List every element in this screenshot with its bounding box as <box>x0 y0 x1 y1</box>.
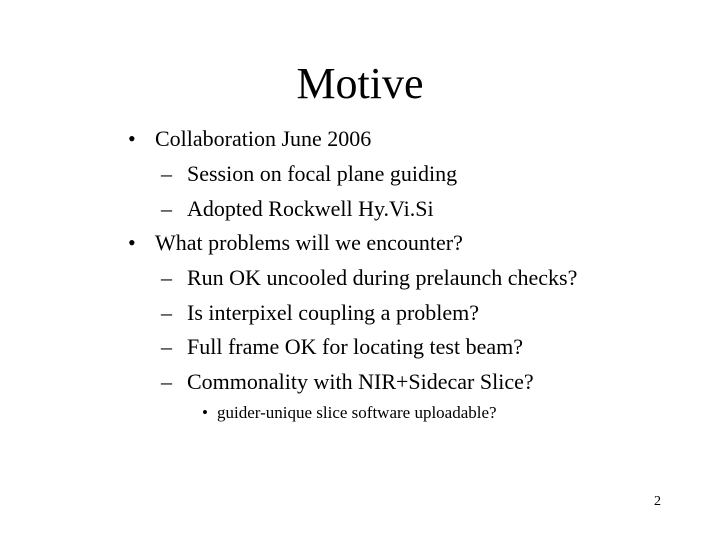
sub-sub-bullet-item <box>202 403 497 423</box>
sub-bullet-text: Commonality with NIR+Sidecar Slice? <box>187 369 534 394</box>
sub-sub-bullet-text: guider-unique slice software uploadable? <box>217 403 497 422</box>
sub-bullet-item <box>161 369 534 395</box>
bullet-item <box>128 230 463 256</box>
dash-marker: – <box>161 196 172 221</box>
bullet-marker: • <box>128 230 136 255</box>
slide-title: Motive <box>296 59 424 108</box>
sub-bullet-item <box>161 196 434 222</box>
bullet-item <box>128 126 371 152</box>
bullet-marker: • <box>202 403 208 422</box>
dash-marker: – <box>161 161 172 186</box>
page-number: 2 <box>654 494 661 509</box>
bullet-text: Collaboration June 2006 <box>155 126 372 151</box>
dash-marker: – <box>161 300 172 325</box>
dash-marker: – <box>161 334 172 359</box>
sub-bullet-text: Adopted Rockwell Hy.Vi.Si <box>187 196 434 221</box>
dash-marker: – <box>161 369 172 394</box>
dash-marker: – <box>161 265 172 290</box>
sub-bullet-item <box>161 161 457 187</box>
sub-bullet-item <box>161 300 479 326</box>
sub-bullet-text: Run OK uncooled during prelaunch checks? <box>187 265 578 290</box>
sub-bullet-text: Session on focal plane guiding <box>187 161 458 186</box>
bullet-text: What problems will we encounter? <box>155 230 463 255</box>
sub-bullet-text: Is interpixel coupling a problem? <box>187 300 480 325</box>
sub-bullet-item <box>161 265 577 291</box>
sub-bullet-text: Full frame OK for locating test beam? <box>187 334 524 359</box>
sub-bullet-item <box>161 334 523 360</box>
bullet-marker: • <box>128 126 136 151</box>
